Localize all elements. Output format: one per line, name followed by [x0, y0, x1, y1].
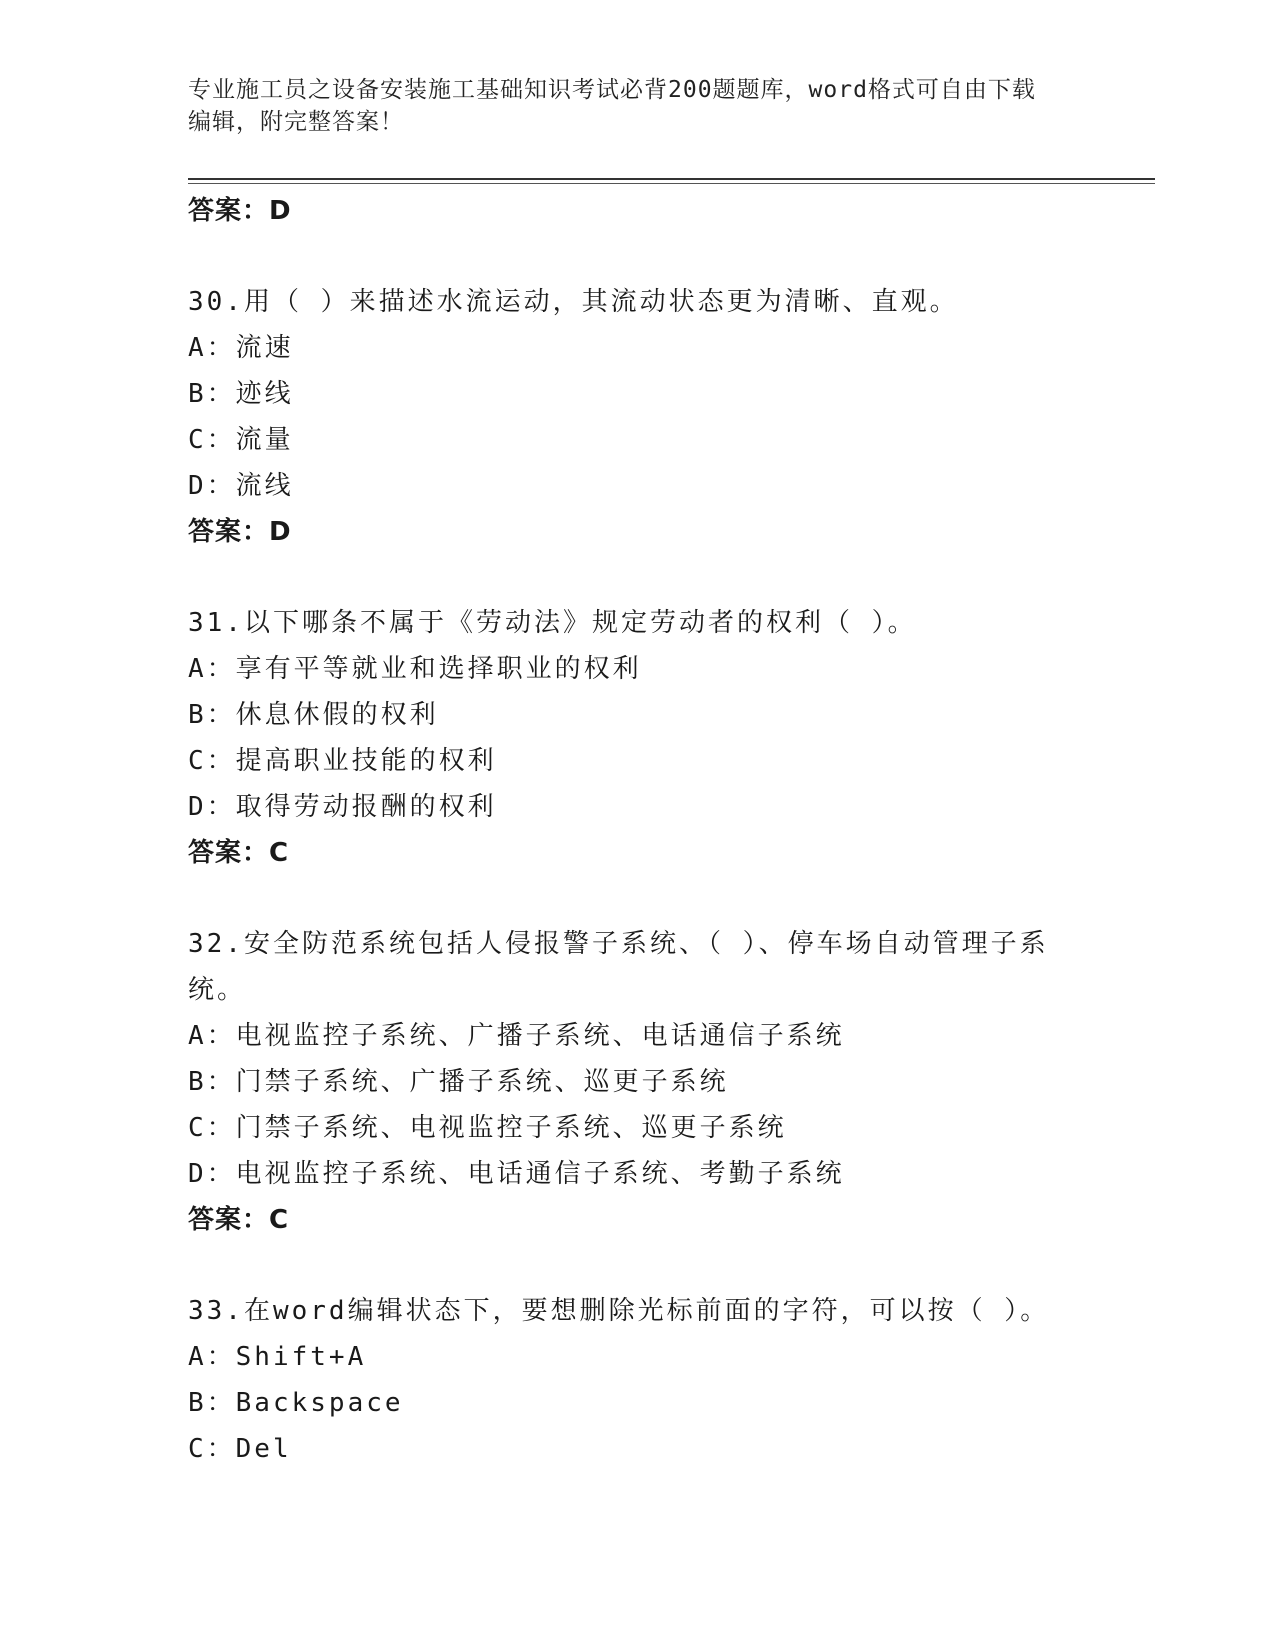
- document-header: [188, 74, 1068, 138]
- option-a: A：电视监控子系统、广播子系统、电话通信子系统: [188, 1021, 845, 1051]
- answer-key: D: [269, 196, 292, 226]
- option-b: B：迹线: [188, 379, 294, 409]
- answer-label: 答案：: [188, 838, 270, 868]
- header-line-2: 编辑，附完整答案！: [188, 109, 404, 135]
- option-c: C：提高职业技能的权利: [188, 746, 497, 776]
- answer-label: 答案：: [188, 1205, 270, 1235]
- question-33: [188, 1288, 1088, 1472]
- option-b: B：Backspace: [188, 1388, 404, 1418]
- document-body: [188, 188, 1088, 1472]
- option-a: A：Shift+A: [188, 1342, 367, 1372]
- question-text: 33.在word编辑状态下，要想删除光标前面的字符，可以按（ ）。: [188, 1296, 1050, 1326]
- answer-line: [188, 188, 1088, 234]
- option-a: A：享有平等就业和选择职业的权利: [188, 654, 642, 684]
- answer-line: [188, 509, 1088, 555]
- answer-key: C: [269, 838, 290, 868]
- answer-key: D: [269, 517, 292, 547]
- option-c: C：Del: [188, 1434, 292, 1464]
- option-d: D：流线: [188, 471, 294, 501]
- question-text-line-2: 统。: [188, 975, 247, 1005]
- option-a: A：流速: [188, 333, 294, 363]
- header-divider-thick: [188, 178, 1155, 180]
- answer-label: 答案：: [188, 196, 270, 226]
- question-32: [188, 921, 1088, 1243]
- question-30: [188, 279, 1088, 555]
- answer-line: [188, 830, 1088, 876]
- header-line-1: 专业施工员之设备安装施工基础知识考试必背200题题库，word格式可自由下载: [188, 77, 1036, 103]
- answer-label: 答案：: [188, 517, 270, 547]
- answer-key: C: [269, 1205, 290, 1235]
- header-divider-thin: [188, 183, 1155, 184]
- option-c: C：门禁子系统、电视监控子系统、巡更子系统: [188, 1113, 787, 1143]
- option-b: B：休息休假的权利: [188, 700, 439, 730]
- option-c: C：流量: [188, 425, 294, 455]
- question-31: [188, 600, 1088, 876]
- answer-line: [188, 1197, 1088, 1243]
- question-text-line-1: 32.安全防范系统包括人侵报警子系统、（ ）、停车场自动管理子系: [188, 929, 1049, 959]
- option-b: B：门禁子系统、广播子系统、巡更子系统: [188, 1067, 729, 1097]
- option-d: D：电视监控子系统、电话通信子系统、考勤子系统: [188, 1159, 845, 1189]
- question-text: 31.以下哪条不属于《劳动法》规定劳动者的权利（ ）。: [188, 608, 917, 638]
- question-text: 30.用（ ）来描述水流运动，其流动状态更为清晰、直观。: [188, 287, 959, 317]
- option-d: D：取得劳动报酬的权利: [188, 792, 497, 822]
